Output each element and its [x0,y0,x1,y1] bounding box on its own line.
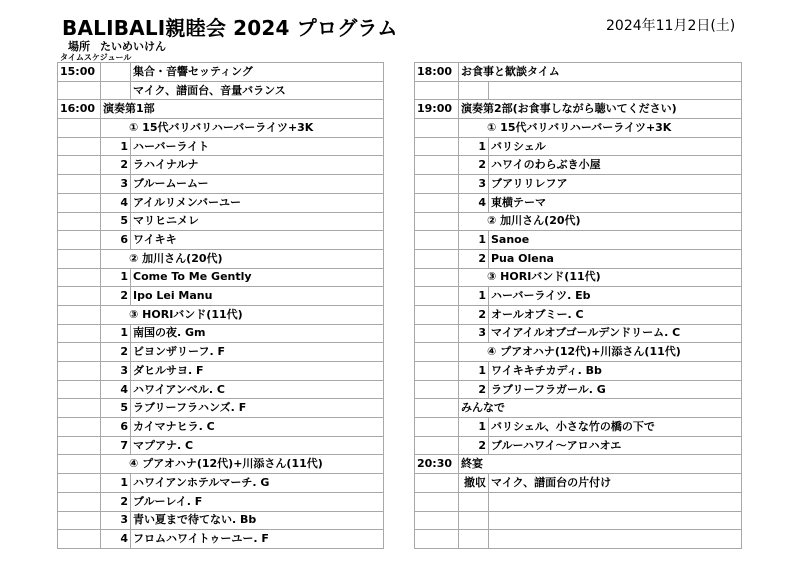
time-cell [415,492,459,511]
item-number: 4 [101,530,131,549]
item-label: 加川さん(20代) [500,214,581,228]
item-cell [459,343,742,362]
item-number: 5 [101,399,131,418]
time-cell [415,380,459,399]
time-cell [415,268,459,287]
schedule-row [415,324,742,343]
schedule-row [415,212,742,231]
schedule-row [58,156,384,175]
item-label: ブルーハワイ～アロハオエ [489,436,742,455]
item-number: 3 [101,362,131,381]
item-number: 2 [101,156,131,175]
time-cell [58,137,101,156]
time-cell: 19:00 [415,100,459,119]
time-cell [58,287,101,306]
item-label: Ipo Lei Manu [131,287,384,306]
schedule-row [58,418,384,437]
item-label: ハワイのわらぶき小屋 [489,156,742,175]
schedule-row [415,100,742,119]
item-number: 2 [459,156,489,175]
schedule-row [415,175,742,194]
time-cell [58,193,101,212]
time-cell [58,362,101,381]
schedule-row [58,492,384,511]
time-cell [58,343,101,362]
time-cell [58,305,101,324]
item-number: ③ [129,307,139,321]
item-cell [459,399,742,418]
item-label: フロムハワイトゥーユー. F [131,530,384,549]
schedule-row [415,231,742,250]
schedule-row [415,156,742,175]
time-cell [58,324,101,343]
item-number: 3 [101,511,131,530]
item-label: 演奏第2部(お食事しながら聴いてください) [461,102,677,116]
item-label: ブルーレイ. F [131,492,384,511]
time-cell [58,175,101,194]
item-label: ラハイナルナ [131,156,384,175]
item-label [489,530,742,549]
time-cell: 18:00 [415,63,459,82]
schedule-table-left [57,62,384,549]
item-number [459,530,489,549]
item-label: マリヒニメレ [131,212,384,231]
venue-name: たいめいけん [100,40,166,53]
time-cell [415,287,459,306]
item-label: プアオハナ(12代)+川添さん(11代) [500,345,681,359]
time-cell [415,193,459,212]
schedule-row [415,287,742,306]
schedule-row [415,399,742,418]
schedule-row [58,175,384,194]
schedule-row [58,474,384,493]
item-label: Come To Me Gently [131,268,384,287]
item-label: ブアリリレフア [489,175,742,194]
item-label: ワイキキチカディ. Bb [489,362,742,381]
time-cell: 15:00 [58,63,101,82]
time-cell [415,81,459,100]
item-cell [459,212,742,231]
item-cell [459,119,742,138]
item-cell [101,455,384,474]
time-cell [415,362,459,381]
item-label: ハワイアンベル. C [131,380,384,399]
schedule-row [58,530,384,549]
item-number: 2 [101,287,131,306]
schedule-row [58,511,384,530]
time-cell [415,474,459,493]
item-label: ブルームームー [131,175,384,194]
item-cell [459,268,742,287]
schedule-row [415,530,742,549]
time-cell [415,530,459,549]
item-number: 2 [459,380,489,399]
item-label: 集合・音響セッティング [131,63,384,82]
item-number: 1 [459,362,489,381]
schedule-row [58,343,384,362]
item-number: ② [129,251,139,265]
item-label: 演奏第1部 [103,102,155,116]
item-number: ① [129,120,139,134]
time-cell [58,156,101,175]
time-cell [415,119,459,138]
item-number: 2 [459,249,489,268]
time-cell: 20:30 [415,455,459,474]
item-number: 4 [101,193,131,212]
time-cell [415,156,459,175]
item-label: ハワイアンホテルマーチ. G [131,474,384,493]
schedule-row [58,137,384,156]
item-label: ラブリーフラハンズ. F [131,399,384,418]
item-label: HORIバンド(11代) [500,270,601,284]
schedule-row [415,249,742,268]
time-cell [58,455,101,474]
item-number: 2 [101,492,131,511]
item-label: ワイキキ [131,231,384,250]
item-number: 4 [459,193,489,212]
item-number: 5 [101,212,131,231]
time-cell [415,343,459,362]
item-cell [101,305,384,324]
schedule-row [58,63,384,82]
item-number: 1 [459,418,489,437]
schedule-row [415,474,742,493]
item-number: 1 [101,324,131,343]
item-number: 1 [101,268,131,287]
item-label: お食事と歓談タイム [461,64,560,78]
item-number: 6 [101,231,131,250]
item-label: 青い夏まで待てない. Bb [131,511,384,530]
schedule-row [415,418,742,437]
item-number: 3 [101,175,131,194]
item-number: 7 [101,436,131,455]
time-cell [415,436,459,455]
schedule-row [58,380,384,399]
schedule-row [58,249,384,268]
time-cell [58,530,101,549]
item-number [101,81,131,100]
time-cell [58,249,101,268]
item-cell [101,100,384,119]
schedule-row [58,193,384,212]
schedule-row [58,287,384,306]
time-cell [415,399,459,418]
item-cell [459,100,742,119]
item-label [489,81,742,100]
schedule-row [415,455,742,474]
item-number: 3 [459,324,489,343]
item-number: 3 [459,175,489,194]
item-label: ハーバーライト [131,137,384,156]
item-label: 15代バリバリハーバーライツ+3K [500,120,672,134]
schedule-subtitle: タイムスケジュール [60,53,132,62]
item-number: 1 [101,474,131,493]
time-cell [415,212,459,231]
schedule-row [58,212,384,231]
item-number: ① [487,120,497,134]
item-label: 東横テーマ [489,193,742,212]
schedule-row [58,399,384,418]
item-cell [101,249,384,268]
event-date: 2024年11月2日(土) [606,18,736,34]
time-cell [58,268,101,287]
schedule-row [58,324,384,343]
item-label: 加川さん(20代) [142,251,223,265]
schedule-row [415,343,742,362]
page-title: BALIBALI親睦会 2024 プログラム [62,16,398,40]
schedule-table-right [414,62,742,549]
item-label: 終宴 [461,457,483,471]
schedule-row [58,362,384,381]
item-number: 1 [459,137,489,156]
schedule-row [415,305,742,324]
schedule-row [415,119,742,138]
item-label: ラブリーフラガール. G [489,380,742,399]
time-cell [58,119,101,138]
item-number: 1 [459,287,489,306]
schedule-row [58,100,384,119]
item-label: マイク、譜面台、音量バランス [131,81,384,100]
item-label: Pua Olena [489,249,742,268]
schedule-row [415,492,742,511]
schedule-row [415,362,742,381]
time-cell [58,474,101,493]
item-label: Sanoe [489,231,742,250]
schedule-row [415,268,742,287]
item-number: 6 [101,418,131,437]
item-label: バリシェル、小さな竹の橋の下で [489,418,742,437]
time-cell [58,81,101,100]
item-number [101,63,131,82]
schedule-row [415,63,742,82]
item-label: マイク、譜面台の片付け [489,474,742,493]
schedule-row [415,380,742,399]
item-number: 4 [101,380,131,399]
item-number: 2 [459,436,489,455]
time-cell [58,436,101,455]
time-cell [415,511,459,530]
item-cell [459,455,742,474]
item-number: ③ [487,270,497,284]
schedule-row [415,511,742,530]
time-cell [415,175,459,194]
time-cell [415,418,459,437]
item-number: ④ [487,345,497,359]
item-number: みんなで [461,401,505,415]
schedule-row [58,119,384,138]
schedule-row [58,231,384,250]
time-cell [415,305,459,324]
schedule-row [415,436,742,455]
time-cell [58,231,101,250]
venue-label: 場所 [68,40,90,53]
item-label [489,511,742,530]
time-cell [415,324,459,343]
time-cell [415,137,459,156]
item-number: ④ [129,457,139,471]
time-cell [415,231,459,250]
time-cell [58,399,101,418]
time-cell [58,418,101,437]
item-label: カイマナヒラ. C [131,418,384,437]
item-label: バリシェル [489,137,742,156]
time-cell [58,380,101,399]
item-label: プアオハナ(12代)+川添さん(11代) [142,457,323,471]
time-cell [415,249,459,268]
item-label: オールオブミー. C [489,305,742,324]
item-number: ② [487,214,497,228]
item-label: 南国の夜. Gm [131,324,384,343]
item-number: 1 [459,231,489,250]
item-label: マプアナ. C [131,436,384,455]
time-cell [58,212,101,231]
schedule-row [415,137,742,156]
item-label: マイアイルオブゴールデンドリーム. C [489,324,742,343]
schedule-row [58,305,384,324]
schedule-row [58,436,384,455]
item-number: 1 [101,137,131,156]
schedule-row [415,193,742,212]
schedule-row [415,81,742,100]
item-number [459,511,489,530]
item-label: ハーバーライツ. Eb [489,287,742,306]
item-cell [101,119,384,138]
item-label: HORIバンド(11代) [142,307,243,321]
item-label: ダヒルサヨ. F [131,362,384,381]
schedule-row [58,268,384,287]
schedule-row [58,455,384,474]
item-cell [459,63,742,82]
item-label [489,492,742,511]
item-label: アイルリメンバーユー [131,193,384,212]
time-cell [58,511,101,530]
item-label: ビヨンザリーフ. F [131,343,384,362]
schedule-row [58,81,384,100]
time-cell: 16:00 [58,100,101,119]
time-cell [58,492,101,511]
item-number [459,81,489,100]
item-label: 15代バリバリハーバーライツ+3K [142,120,314,134]
item-number: 2 [459,305,489,324]
item-number [459,492,489,511]
item-number: 2 [101,343,131,362]
item-number: 撤収 [459,474,489,493]
